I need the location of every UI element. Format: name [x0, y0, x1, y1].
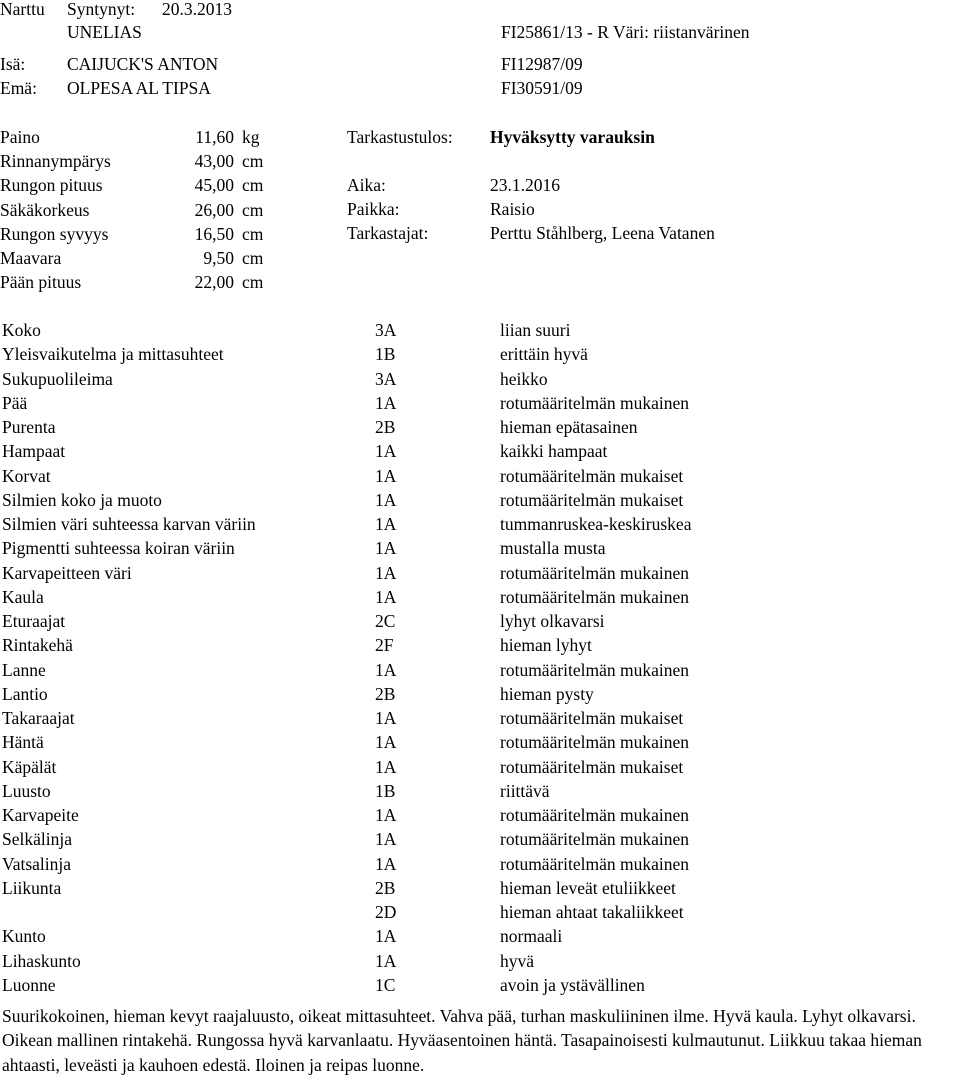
evaluation-row	[0, 439, 960, 463]
dam-name: OLPESA AL TIPSA	[67, 78, 211, 98]
evaluation-grade: 2B	[375, 877, 396, 898]
measurement-value: 43,00	[194, 151, 234, 172]
evaluation-row	[0, 488, 960, 512]
evaluation-grade: 3A	[375, 368, 397, 389]
measurement-label: Rungon pituus	[0, 175, 103, 196]
evaluation-grade: 2B	[375, 417, 396, 437]
evaluation-comment: liian suuri	[500, 320, 571, 340]
evaluation-row	[0, 633, 960, 657]
evaluation-trait: Silmien koko ja muoto	[2, 489, 162, 510]
evaluation-comment: normaali	[500, 926, 563, 947]
measurement-value: 22,00	[194, 272, 234, 293]
evaluation-comment: riittävä	[500, 780, 550, 801]
header-line-1	[0, 0, 960, 21]
measurement-value: 26,00	[194, 199, 234, 220]
evaluation-comment: lyhyt olkavarsi	[500, 611, 605, 631]
inspection-time-line	[0, 173, 960, 197]
sex-label: Narttu	[0, 0, 45, 19]
evaluation-row	[0, 658, 960, 682]
evaluation-row	[0, 536, 960, 560]
measurement-unit: cm	[242, 151, 264, 172]
evaluation-row	[0, 803, 960, 827]
place-label: Paikka:	[347, 199, 400, 219]
evaluation-comment: hieman pysty	[500, 683, 594, 704]
measurement-label: Rungon syvyys	[0, 223, 109, 244]
evaluation-trait: Hampaat	[2, 441, 66, 462]
measurement-unit: kg	[242, 127, 260, 147]
dam-reg: FI30591/09	[501, 78, 583, 98]
sire-label: Isä:	[0, 54, 26, 74]
evaluation-row	[0, 949, 960, 973]
evaluation-trait: Takaraajat	[2, 708, 75, 728]
evaluation-trait: Korvat	[2, 465, 51, 486]
evaluation-comment: rotumääritelmän mukaiset	[500, 756, 684, 777]
measurement-value: 16,50	[194, 223, 234, 244]
measurement-value: 9,50	[203, 248, 234, 268]
evaluation-row	[0, 561, 960, 585]
time-label: Aika:	[347, 175, 386, 195]
inspection-result-line	[0, 125, 960, 149]
evaluation-trait: Eturaajat	[2, 611, 66, 631]
evaluation-comment: kaikki hampaat	[500, 441, 608, 462]
evaluation-grade: 1A	[375, 926, 397, 947]
sire-reg: FI12987/09	[501, 54, 583, 74]
evaluation-row	[0, 391, 960, 415]
evaluation-comment: rotumääritelmän mukainen	[500, 562, 690, 583]
evaluation-comment: rotumääritelmän mukainen	[500, 586, 690, 607]
evaluation-row	[0, 415, 960, 439]
measurement-label: Rinnanympärys	[0, 151, 111, 172]
evaluation-comment: hyvä	[500, 950, 535, 971]
evaluation-comment: rotumääritelmän mukainen	[500, 853, 690, 874]
evaluation-trait: Yleisvaikutelma ja mittasuhteet	[2, 344, 224, 365]
evaluation-grade: 1C	[375, 974, 396, 995]
dog-name: UNELIAS	[67, 22, 142, 42]
measurement-label: Paino	[0, 127, 40, 147]
evaluation-row	[0, 876, 960, 900]
evaluation-row	[0, 367, 960, 391]
header-line-2	[0, 20, 960, 44]
evaluation-row	[0, 342, 960, 366]
evaluation-grade: 1A	[375, 514, 397, 534]
evaluation-row	[0, 827, 960, 851]
evaluation-comment: hieman ahtaat takaliikkeet	[500, 902, 684, 922]
measurement-value: 11,60	[195, 127, 234, 147]
evaluation-grade: 1A	[375, 489, 397, 510]
result-value: Hyväksytty varauksin	[490, 127, 655, 147]
evaluation-grade: 1A	[375, 562, 397, 583]
time-value: 23.1.2016	[490, 175, 560, 195]
evaluation-comment: rotumääritelmän mukainen	[500, 392, 690, 413]
evaluation-grade: 1B	[375, 780, 396, 801]
evaluation-trait: Vatsalinja	[2, 853, 72, 874]
measurement-unit: cm	[242, 248, 264, 268]
evaluation-row	[0, 464, 960, 488]
evaluation-comment: mustalla musta	[500, 538, 606, 559]
evaluation-grade: 1A	[375, 708, 397, 728]
evaluation-row	[0, 900, 960, 924]
evaluation-comment: rotumääritelmän mukaiset	[500, 708, 684, 728]
evaluation-row	[0, 755, 960, 779]
evaluation-comment: hieman lyhyt	[500, 635, 592, 656]
evaluation-trait: Luusto	[2, 780, 51, 801]
evaluation-grade: 1A	[375, 950, 397, 971]
evaluation-comment: hieman leveät etuliikkeet	[500, 877, 676, 898]
evaluation-grade: 1A	[375, 805, 397, 825]
sire-name: CAIJUCK'S ANTON	[67, 54, 219, 74]
evaluation-comment: rotumääritelmän mukainen	[500, 732, 690, 753]
measurement-row	[0, 246, 960, 270]
evaluation-trait: Koko	[2, 320, 41, 340]
evaluation-trait: Luonne	[2, 974, 56, 995]
inspectors-label: Tarkastajat:	[347, 223, 429, 243]
evaluation-row	[0, 318, 960, 342]
evaluation-trait: Purenta	[2, 417, 56, 437]
evaluation-row	[0, 779, 960, 803]
evaluation-row	[0, 730, 960, 754]
evaluation-trait: Häntä	[2, 732, 44, 753]
measurement-label: Pään pituus	[0, 272, 82, 293]
evaluation-row	[0, 512, 960, 536]
evaluation-trait: Kaula	[2, 586, 44, 607]
evaluation-grade: 1A	[375, 441, 397, 462]
measurement-unit: cm	[242, 199, 264, 220]
measurement-label: Maavara	[0, 248, 62, 268]
evaluation-comment: heikko	[500, 368, 548, 389]
evaluation-trait: Rintakehä	[2, 635, 73, 656]
evaluation-comment: tummanruskea-keskiruskea	[500, 514, 692, 534]
sire-line	[0, 52, 960, 76]
evaluation-grade: 1A	[375, 829, 397, 850]
evaluation-trait: Pää	[2, 392, 28, 413]
evaluation-grade: 3A	[375, 320, 397, 340]
evaluation-trait: Selkälinja	[2, 829, 72, 850]
evaluation-grade: 2F	[375, 635, 394, 656]
evaluation-grade: 2B	[375, 683, 396, 704]
measurement-label: Säkäkorkeus	[0, 199, 90, 220]
evaluation-trait: Pigmentti suhteessa koiran väriin	[2, 538, 235, 559]
evaluation-grade: 1A	[375, 538, 397, 559]
evaluation-trait: Sukupuolileima	[2, 368, 113, 389]
evaluation-row	[0, 973, 960, 997]
born-date: 20.3.2013	[162, 0, 232, 19]
evaluation-row	[0, 609, 960, 633]
measurement-unit: cm	[242, 223, 264, 244]
evaluation-grade: 1A	[375, 659, 397, 680]
place-value: Raisio	[490, 199, 535, 219]
evaluation-comment: rotumääritelmän mukaiset	[500, 465, 684, 486]
result-label: Tarkastustulos:	[347, 127, 453, 147]
measurement-row	[0, 270, 960, 294]
evaluation-grade: 2C	[375, 611, 396, 631]
evaluation-trait: Liikunta	[2, 877, 62, 898]
born-label: Syntynyt:	[67, 0, 136, 19]
evaluation-row	[0, 852, 960, 876]
evaluation-trait: Lihaskunto	[2, 950, 81, 971]
evaluation-trait: Karvapeite	[2, 805, 79, 825]
evaluation-trait: Käpälät	[2, 756, 57, 777]
dam-line	[0, 76, 960, 100]
evaluation-grade: 1A	[375, 392, 397, 413]
evaluation-trait: Karvapeitteen väri	[2, 562, 132, 583]
evaluation-grade: 1A	[375, 756, 397, 777]
evaluation-comment: avoin ja ystävällinen	[500, 974, 645, 995]
evaluation-comment: erittäin hyvä	[500, 344, 588, 365]
evaluation-trait: Silmien väri suhteessa karvan väriin	[2, 514, 256, 534]
evaluation-comment: rotumääritelmän mukainen	[500, 659, 690, 680]
evaluation-comment: hieman epätasainen	[500, 417, 638, 437]
evaluation-grade: 2D	[375, 902, 397, 922]
evaluation-grade: 1A	[375, 586, 397, 607]
measurement-row	[0, 149, 960, 173]
evaluation-comment: rotumääritelmän mukainen	[500, 829, 690, 850]
evaluation-grade: 1A	[375, 465, 397, 486]
evaluation-row	[0, 924, 960, 948]
measurement-unit: cm	[242, 272, 264, 293]
evaluation-grade: 1B	[375, 344, 396, 365]
measurement-value: 45,00	[194, 175, 234, 196]
inspection-inspectors-line	[0, 221, 960, 245]
dam-label: Emä:	[0, 78, 37, 98]
evaluation-row	[0, 682, 960, 706]
evaluation-grade: 1A	[375, 853, 397, 874]
summary-text: Suurikokoinen, hieman kevyt raajaluusto, oikeat mittasuhteet. Vahva pää, turhan maskuliininen ilme. Hyvä kaula. Lyhyt olkavarsi. Oikean mallinen rintakehä. Rungossa hyvä karvanlaatu. Hyväasentoinen häntä. Tasapainoisesti kulmautunut. Liikkuu takaa hieman ahtaasti, leveästi ja kauhoen edestä. Iloinen ja reipas luonne.	[2, 1006, 922, 1075]
evaluation-trait: Lanne	[2, 659, 46, 680]
evaluation-trait: Lantio	[2, 683, 48, 704]
registration-info: FI25861/13 - R Väri: riistanvärinen	[501, 22, 750, 42]
evaluation-grade: 1A	[375, 732, 397, 753]
evaluation-comment: rotumääritelmän mukaiset	[500, 489, 684, 510]
measurement-unit: cm	[242, 175, 264, 196]
inspectors-value: Perttu Ståhlberg, Leena Vatanen	[490, 223, 715, 243]
evaluation-trait: Kunto	[2, 926, 46, 947]
evaluation-comment: rotumääritelmän mukainen	[500, 805, 690, 825]
evaluation-row	[0, 585, 960, 609]
evaluation-row	[0, 706, 960, 730]
inspection-place-line	[0, 197, 960, 221]
